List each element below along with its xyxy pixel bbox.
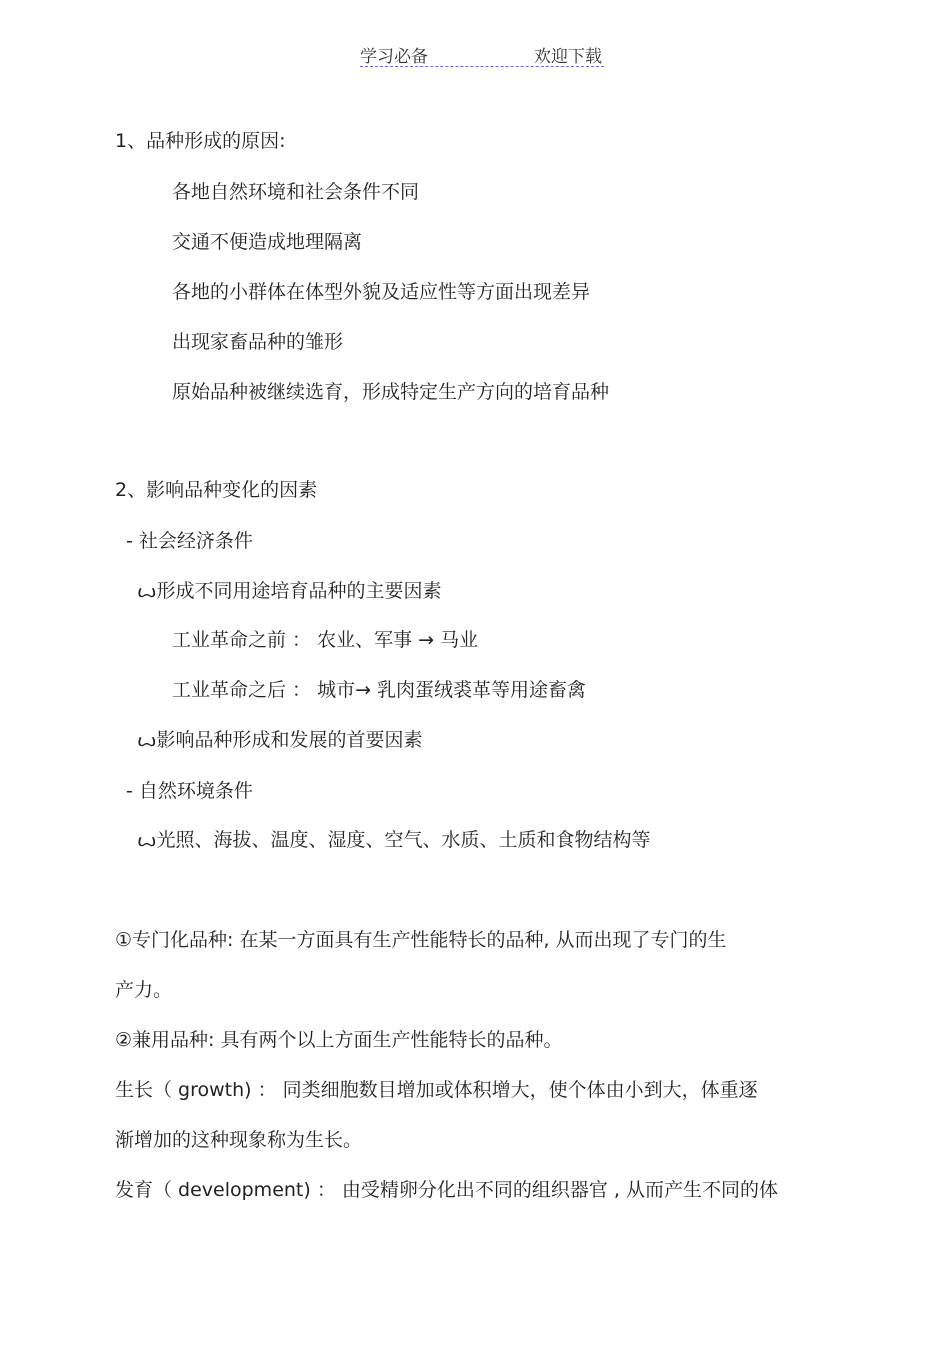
- paragraph-line: ②兼用品种: 具有两个以上方面生产性能特长的品种。: [115, 1029, 563, 1051]
- text-line: 工业革命之前 ： 农业、军事 → 马业: [172, 629, 479, 651]
- header-left-text: 学习必备: [360, 47, 428, 67]
- paragraph-line: 渐增加的这种现象称为生长。: [115, 1129, 363, 1151]
- text-line: 各地的小群体在体型外貌及适应性等方面出现差异: [172, 281, 591, 303]
- text-line: 原始品种被继续选育，形成特定生产方向的培育品种: [172, 381, 610, 403]
- header-right-text: 欢迎下载: [534, 47, 602, 67]
- page-header: [360, 40, 604, 67]
- paragraph-line: ①专门化品种: 在某一方面具有生产性能特长的品种, 从而出现了专门的生: [115, 929, 727, 951]
- text-line: 出现家畜品种的雏形: [172, 331, 344, 353]
- list-item: - 自然环境条件: [126, 780, 253, 802]
- text-line: 工业革命之后 ： 城市→ 乳肉蛋绒裘革等用途畜禽: [172, 679, 587, 701]
- paragraph-line: 生长（ growth) ： 同类细胞数目增加或体积增大，使个体由小到大，体重逐: [115, 1079, 758, 1101]
- paragraph-line: 发育（ development) ： 由受精卵分化出不同的组织器官 , 从而产生不同的体: [115, 1179, 778, 1201]
- list-item: ꙍ光照、海拔、温度、湿度、空气、水质、土质和食物结构等: [137, 829, 651, 851]
- list-item: - 社会经济条件: [126, 530, 253, 552]
- text-line: 交通不便造成地理隔离: [172, 231, 363, 253]
- text-line: 各地自然环境和社会条件不同: [172, 181, 420, 203]
- heading-1: 1、品种形成的原因:: [115, 130, 286, 152]
- paragraph-line: 产力。: [115, 979, 173, 1001]
- list-item: ꙍ形成不同用途培育品种的主要因素: [137, 580, 442, 602]
- heading-2: 2、影响品种变化的因素: [115, 479, 318, 501]
- list-item: ꙍ影响品种形成和发展的首要因素: [137, 729, 423, 751]
